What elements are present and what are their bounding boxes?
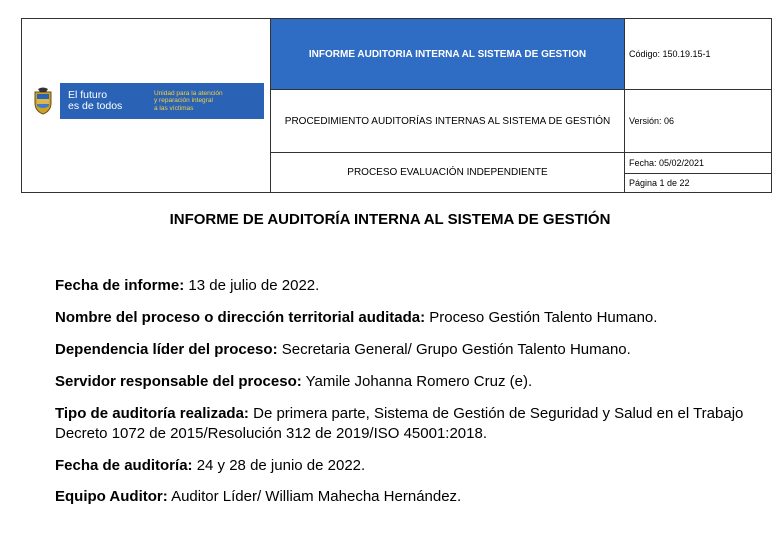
field-label: Tipo de auditoría realizada: — [55, 405, 249, 422]
field-value: De primera parte, Sistema de Gestión de Seguridad y Salud en el Trabajo Decreto 1072 de 2015/Resolución 312 de 2019/ISO 45001:2018. — [55, 405, 744, 442]
process-cell: PROCESO EVALUACIÓN INDEPENDIENTE — [271, 153, 625, 193]
logo-cell — [22, 19, 271, 193]
field-label: Fecha de informe: — [55, 277, 185, 294]
date-cell: Fecha: 05/02/2021 — [625, 153, 772, 174]
slogan-line-2: es de todos — [68, 100, 123, 112]
tagline — [150, 90, 223, 113]
logo-band — [60, 83, 264, 119]
field-value: 13 de julio de 2022. — [184, 277, 320, 294]
report-title-cell: INFORME AUDITORIA INTERNA AL SISTEMA DE GESTION — [271, 19, 625, 90]
page-number-cell: Página 1 de 22 — [625, 174, 772, 193]
field-label: Dependencia líder del proceso: — [55, 341, 278, 358]
field-value: Yamile Johanna Romero Cruz (e). — [301, 373, 533, 390]
institution-logo — [26, 83, 264, 119]
tagline-line-3: a las víctimas — [154, 104, 194, 112]
slogan — [60, 90, 150, 112]
document-title: INFORME DE AUDITORÍA INTERNA AL SISTEMA DE GESTIÓN — [169, 211, 611, 228]
slogan-line-1: El futuro — [68, 89, 108, 101]
procedure-cell: PROCEDIMIENTO AUDITORÍAS INTERNAS AL SISTEMA DE GESTIÓN — [271, 90, 625, 153]
responsible-officer-field — [55, 372, 745, 392]
field-label: Nombre del proceso o dirección territorial auditada: — [55, 309, 426, 326]
field-value: 24 y 28 de junio de 2022. — [192, 457, 366, 474]
audit-type-field — [55, 404, 745, 444]
code-cell: Código: 150.19.15-1 — [625, 19, 772, 90]
field-label: Fecha de auditoría: — [55, 457, 193, 474]
audited-process-field — [55, 308, 745, 328]
field-value: Auditor Líder/ William Mahecha Hernández. — [167, 488, 462, 505]
audit-date-field — [55, 456, 745, 476]
version-cell: Versión: 06 — [625, 90, 772, 153]
field-value: Proceso Gestión Talento Humano. — [425, 309, 658, 326]
report-date-field — [55, 276, 745, 296]
field-value: Secretaria General/ Grupo Gestión Talento Humano. — [277, 341, 631, 358]
audit-team-field — [55, 487, 745, 507]
tagline-line-2: y reparación integral — [154, 97, 213, 105]
field-label: Servidor responsable del proceso: — [55, 373, 302, 390]
tagline-line-1: Unidad para la atención — [154, 89, 223, 97]
document-header-table — [21, 18, 772, 193]
lead-department-field — [55, 340, 745, 360]
coat-of-arms-icon — [26, 83, 60, 119]
field-label: Equipo Auditor: — [55, 488, 168, 505]
